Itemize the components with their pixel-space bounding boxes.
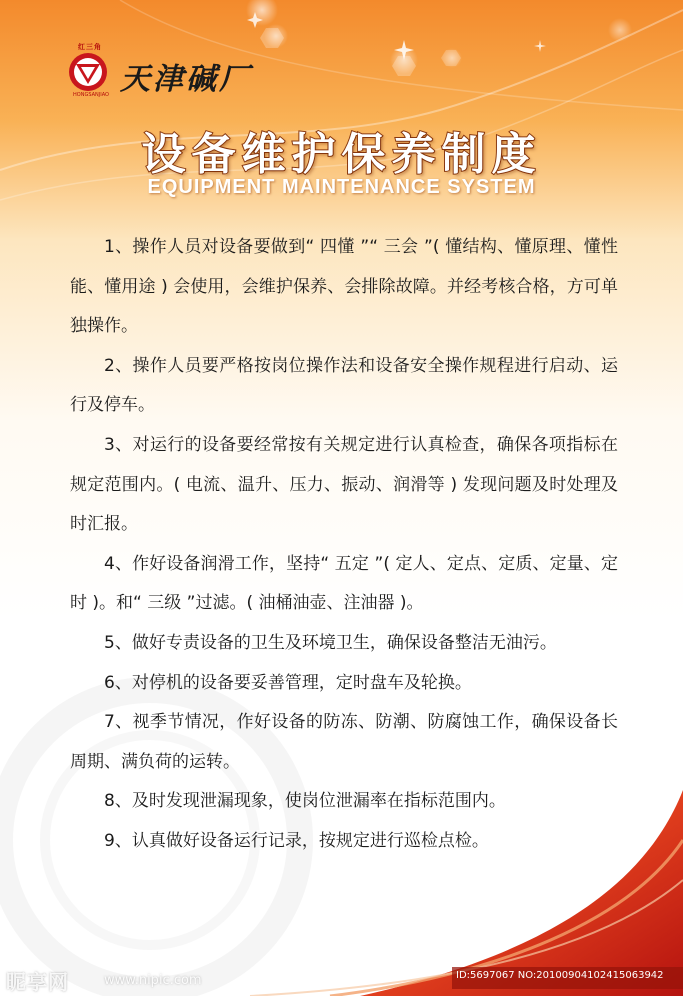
logo-top-text: 红三角 <box>78 43 102 51</box>
logo-bottom-text: HONGSANJIAO <box>73 92 109 98</box>
image-id-text: ID:5697067 NO:20100904102415063942 <box>456 970 664 981</box>
page-subtitle: EQUIPMENT MAINTENANCE SYSTEM <box>147 176 536 198</box>
site-watermark: 昵享网 <box>6 970 69 994</box>
company-logo <box>66 42 276 102</box>
regulation-item: 7、视季节情况，作好设备的防冻、防潮、防腐蚀工作，确保设备长周期、满负荷的运转。 <box>70 712 618 772</box>
regulation-item: 4、作好设备润滑工作，坚持“ 五定 ”( 定人、定点、定质、定量、定时 )。和“ 三级 ”过滤。( 油桶油壶、注油器 )。 <box>70 553 618 614</box>
regulation-item: 8、及时发现泄漏现象，使岗位泄漏率在指标范围内。 <box>104 791 506 812</box>
regulation-item: 3、对运行的设备要经常按有关规定进行认真检查，确保各项指标在规定范围内。( 电流、温升、压力、振动、润滑等 ) 发现问题及时处理及时汇报。 <box>70 434 618 535</box>
regulation-item: 1、操作人员对设备要做到“ 四懂 ”“ 三会 ”( 懂结构、懂原理、懂性能、懂用途 ) 会使用，会维护保养、会排除故障。并经考核合格，方可单独操作。 <box>70 237 618 337</box>
site-watermark-url: www.nipic.com <box>104 973 202 988</box>
regulation-item: 5、做好专责设备的卫生及环境卫生，确保设备整洁无油污。 <box>104 632 557 653</box>
regulation-item: 9、认真做好设备运行记录，按规定进行巡检点检。 <box>104 830 489 851</box>
regulation-item: 2、操作人员要严格按岗位操作法和设备安全操作规程进行启动、运行及停车。 <box>70 355 618 416</box>
regulation-item: 6、对停机的设备要妥善管理，定时盘车及轮换。 <box>104 672 472 693</box>
page-title: 设备维护保养制度 <box>141 129 542 180</box>
regulation-list <box>70 228 618 862</box>
company-name: 天津碱厂 <box>120 62 252 97</box>
